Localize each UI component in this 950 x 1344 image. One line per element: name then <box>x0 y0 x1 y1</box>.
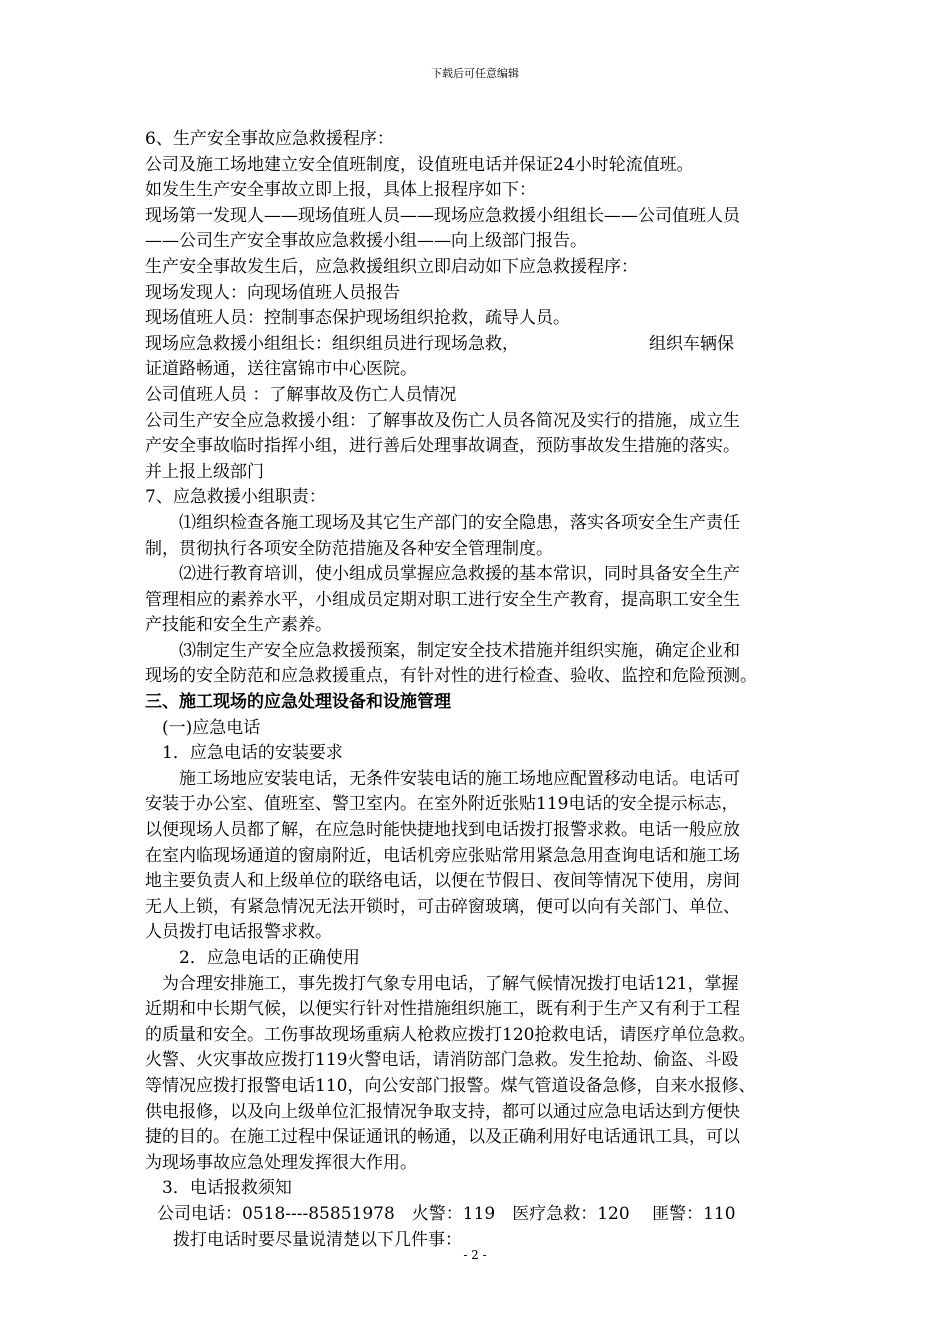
paragraph-line: 如发生生产安全事故立即上报，具体上报程序如下： <box>145 180 536 201</box>
paragraph-line: 现场第一发现人——现场值班人员——现场应急救援小组组长——公司值班人员 <box>145 205 740 226</box>
paragraph-segment: 现场应急救援小组组长：组织组员进行现场急救， <box>145 333 519 354</box>
list-item-2: ⑵进行教育培训，使小组成员掌握应急救援的基本常识，同时具备安全生产 <box>179 564 740 585</box>
paragraph-line: 无人上锁，有紧急情况无法开锁时，可击碎窗玻璃，便可以向有关部门、单位、 <box>145 896 740 917</box>
paragraph-line: 并上报上级部门 <box>145 461 264 482</box>
paragraph-line: 拨打电话时要尽量说清楚以下几件事： <box>173 1229 462 1250</box>
paragraph-line: 以便现场人员都了解，在应急时能快捷地找到电话拨打报警求救。电话一般应放 <box>145 820 740 841</box>
paragraph-line: 产技能和安全生产素养。 <box>145 615 332 636</box>
page-header-note: 下载后可任意编辑 <box>431 67 519 80</box>
paragraph-line: 产安全事故临时指挥小组，进行善后处理事故调查，预防事故发生措施的落实。 <box>145 436 740 457</box>
paragraph-line: 证道路畅通，送往富锦市中心医院。 <box>145 359 417 380</box>
paragraph-line: 现场发现人：向现场值班人员报告 <box>145 282 400 303</box>
paragraph-line: 供电报修，以及向上级单位汇报情况争取支持，都可以通过应急电话达到方便快 <box>145 1101 740 1122</box>
paragraph-line: 现场值班人员：控制事态保护现场组织抢救，疏导人员。 <box>145 308 570 329</box>
paragraph-line: 火警、火灾事故应拨打119火警电话，请消防部门急救。发生抢劫、偷盗、斗殴 <box>145 1050 739 1071</box>
document-body <box>145 127 825 1253</box>
paragraph-line: 捷的目的。在施工过程中保证通讯的畅通，以及正确利用好电话通讯工具，可以 <box>145 1127 740 1148</box>
section-heading-7: 7、应急救援小组职责： <box>145 487 326 508</box>
paragraph-line: 为合理安排施工，事先拨打气象专用电话，了解气候情况拨打电话121，掌握 <box>162 973 739 994</box>
paragraph-line: 生产安全事故发生后，应急救援组织立即启动如下应急救援程序： <box>145 256 638 277</box>
paragraph-line: 施工场地应安装电话，无条件安装电话的施工场地应配置移动电话。电话可 <box>179 768 740 789</box>
subsection-item-heading: 3．电话报救须知 <box>162 1178 292 1199</box>
list-item-3: ⑶制定生产安全应急救援预案，制定安全技术措施并组织实施，确定企业和 <box>179 640 740 661</box>
paragraph-line: 近期和中长期气候，以便实行针对性措施组织施工，既有利于生产又有利于工程 <box>145 999 740 1020</box>
paragraph-line: 的质量和安全。工伤事故现场重病人枪救应拨打120抢救电话，请医疗单位急救。 <box>145 1024 756 1045</box>
paragraph-line <box>145 332 825 358</box>
paragraph-line: 制，贯彻执行各项安全防范措施及各种安全管理制度。 <box>145 538 553 559</box>
paragraph-line: ——公司生产安全事故应急救援小组——向上级部门报告。 <box>145 231 587 252</box>
paragraph-line: 等情况应拨打报警电话110，向公安部门报警。煤气管道设备急修，自来水报修、 <box>145 1075 756 1096</box>
section-heading-3: 三、施工现场的应急处理设备和设施管理 <box>145 692 451 713</box>
paragraph-line: 安装于办公室、值班室、警卫室内。在室外附近张贴119电话的安全提示标志， <box>145 794 739 815</box>
section-heading-6: 6、生产安全事故应急救援程序： <box>145 129 394 149</box>
subsection-item-heading: 1．应急电话的安装要求 <box>162 743 343 764</box>
page-number: - 2 - <box>463 1248 487 1262</box>
phone-numbers-line: 公司电话：0518----85851978 火警：119 医疗急救：120 匪警：110 <box>157 1203 736 1224</box>
paragraph-line: 在室内临现场通道的窗扇附近，电话机旁应张贴常用紧急急用查询电话和施工场 <box>145 845 740 866</box>
subsection-heading: (一)应急电话 <box>162 717 261 738</box>
paragraph-line: 现场的安全防范和应急救援重点，有针对性的进行检查、验收、监控和危险预测。 <box>145 666 757 687</box>
paragraph-line: 管理相应的素养水平，小组成员定期对职工进行安全生产教育，提高职工安全生 <box>145 589 740 610</box>
paragraph-line: 人员拨打电话报警求救。 <box>145 922 332 943</box>
paragraph-line: 公司值班人员 ：了解事故及伤亡人员情况 <box>145 384 457 405</box>
paragraph-segment: 组织车辆保 <box>649 333 734 354</box>
paragraph-line: 公司生产安全应急救援小组：了解事故及伤亡人员各简况及实行的措施，成立生 <box>145 410 740 431</box>
subsection-item-heading: 2．应急电话的正确使用 <box>179 948 360 968</box>
paragraph-line: 为现场事故应急处理发挥很大作用。 <box>145 1152 417 1173</box>
paragraph-line: 公司及施工场地建立安全值班制度，设值班电话并保证24小时轮流值班。 <box>145 154 694 175</box>
list-item-1: ⑴组织检查各施工现场及其它生产部门的安全隐患，落实各项安全生产责任 <box>179 512 740 533</box>
paragraph-line: 地主要负责人和上级单位的联络电话，以便在节假日、夜间等情况下使用，房间 <box>145 871 740 892</box>
